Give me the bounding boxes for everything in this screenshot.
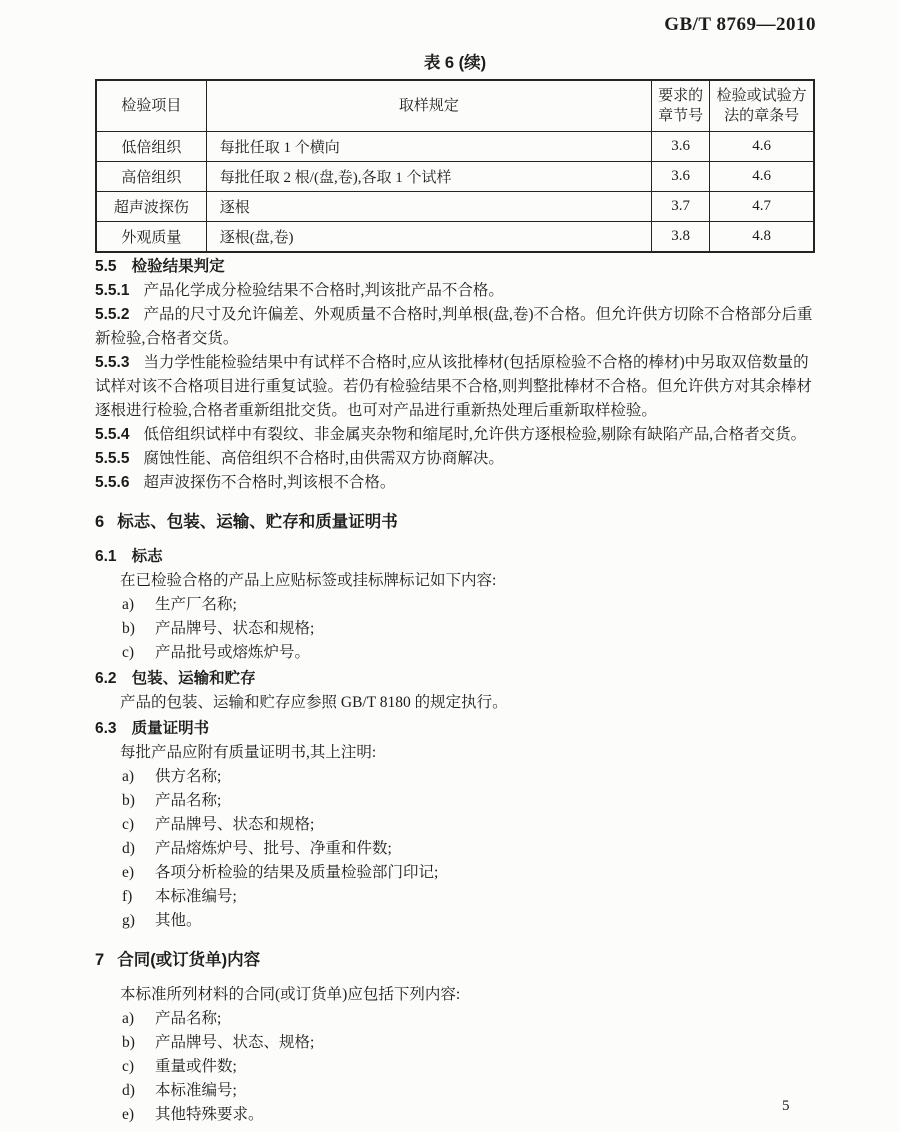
clause-paragraph xyxy=(95,447,815,471)
block-text: 本标准编号; xyxy=(155,1082,237,1099)
block-text: 各项分析检验的结果及质量检验部门印记; xyxy=(155,864,439,881)
chapter-heading xyxy=(95,948,815,972)
clause-number: b) xyxy=(122,1034,135,1051)
cell-inspection-item: 外观质量 xyxy=(96,222,206,253)
clause-number: 5.5 xyxy=(95,258,117,275)
cell-inspection-item: 低倍组织 xyxy=(96,132,206,162)
clause-number: g) xyxy=(122,912,135,929)
col-header-text: 要求的 xyxy=(658,88,704,104)
list-item xyxy=(95,765,815,789)
table-row xyxy=(96,162,814,192)
col-header-text: 法的章条号 xyxy=(724,108,800,124)
clause-number: e) xyxy=(122,1106,135,1123)
clause-number: b) xyxy=(122,620,135,637)
block-text: 其他。 xyxy=(155,912,202,929)
inspection-table-header xyxy=(96,80,814,132)
block-text: 其他特殊要求。 xyxy=(155,1106,264,1123)
cell-sampling-rule: 每批任取 2 根/(盘,卷),各取 1 个试样 xyxy=(206,162,651,192)
block-text: 合同(或订货单)内容 xyxy=(117,951,261,969)
block-text: 产品名称; xyxy=(155,1010,222,1027)
cell-test-method-clause: 4.7 xyxy=(710,192,814,222)
col-header-inspection-item xyxy=(96,80,206,132)
block-text: 腐蚀性能、高倍组织不合格时,由供需双方协商解决。 xyxy=(143,450,504,467)
clause-number: 5.5.1 xyxy=(95,282,130,299)
cell-test-method-clause: 4.8 xyxy=(710,222,814,253)
list-item xyxy=(95,885,815,909)
clause-number: 6.3 xyxy=(95,720,117,737)
section-heading xyxy=(95,255,815,279)
clause-paragraph xyxy=(95,351,815,423)
clause-number: 6.2 xyxy=(95,670,117,687)
list-item xyxy=(95,1055,815,1079)
cell-sampling-rule: 逐根(盘,卷) xyxy=(206,222,651,253)
block-text: 包装、运输和贮存 xyxy=(131,670,256,687)
clause-number: f) xyxy=(122,888,133,905)
clause-number: 5.5.5 xyxy=(95,450,130,467)
clause-number: 6 xyxy=(95,513,105,531)
list-item xyxy=(95,861,815,885)
list-item xyxy=(95,789,815,813)
clause-number: 7 xyxy=(95,951,105,969)
list-item xyxy=(95,813,815,837)
clause-number: 5.5.4 xyxy=(95,426,130,443)
block-text: 检验结果判定 xyxy=(131,258,225,275)
document-body xyxy=(95,255,815,1127)
clause-number: 5.5.3 xyxy=(95,354,130,371)
section-heading xyxy=(95,545,815,569)
block-text: 产品牌号、状态、规格; xyxy=(155,1034,315,1051)
clause-paragraph xyxy=(95,279,815,303)
table-title: 表 6 (续) xyxy=(423,54,487,72)
block-text: 生产厂名称; xyxy=(155,596,237,613)
block-text: 产品的包装、运输和贮存应参照 GB/T 8180 的规定执行。 xyxy=(120,694,508,711)
block-text: 当力学性能检验结果中有试样不合格时,应从该批棒材(包括原检验不合格的棒材)中另取双倍数量的试样对该不合格项目进行重复试验。若仍有检验结果不合格,则判整批棒材不合格。但允许供方对其余棒材逐根进行检验,合格者重新组批交货。也可对产品进行重新热处理后重新取样检验。 xyxy=(95,354,812,419)
paragraph xyxy=(95,741,815,765)
inspection-table-body xyxy=(96,132,814,253)
col-header-text: 检验项目 xyxy=(121,98,182,114)
page-number: 5 xyxy=(782,1098,790,1114)
list-item xyxy=(95,1079,815,1103)
list-item xyxy=(95,909,815,933)
col-header-text: 检验或试验方 xyxy=(716,88,807,104)
paragraph xyxy=(95,569,815,593)
block-text: 产品名称; xyxy=(155,792,222,809)
clause-number: d) xyxy=(122,840,135,857)
block-text: 产品牌号、状态和规格; xyxy=(155,620,315,637)
col-header-text: 章节号 xyxy=(658,108,704,124)
content-area xyxy=(95,0,815,1127)
section-heading xyxy=(95,717,815,741)
cell-inspection-item: 高倍组织 xyxy=(96,162,206,192)
table-row xyxy=(96,192,814,222)
standard-number: GB/T 8769—2010 xyxy=(664,14,816,35)
list-item xyxy=(95,1031,815,1055)
cell-sampling-rule: 逐根 xyxy=(206,192,651,222)
block-text: 重量或件数; xyxy=(155,1058,237,1075)
cell-sampling-rule: 每批任取 1 个横向 xyxy=(206,132,651,162)
paragraph xyxy=(95,691,815,715)
clause-number: c) xyxy=(122,1058,135,1075)
block-text: 本标准所列材料的合同(或订货单)应包括下列内容: xyxy=(120,986,461,1003)
block-text: 超声波探伤不合格时,判该根不合格。 xyxy=(143,474,396,491)
col-header-requirement-clause xyxy=(652,80,710,132)
block-text: 标志、包装、运输、贮存和质量证明书 xyxy=(117,513,398,531)
clause-number: b) xyxy=(122,792,135,809)
block-text: 每批产品应附有质量证明书,其上注明: xyxy=(120,744,377,761)
block-text: 产品牌号、状态和规格; xyxy=(155,816,315,833)
clause-paragraph xyxy=(95,471,815,495)
paragraph xyxy=(95,983,815,1007)
section-heading xyxy=(95,667,815,691)
list-item xyxy=(95,593,815,617)
block-text: 质量证明书 xyxy=(131,720,210,737)
list-item xyxy=(95,1103,815,1127)
clause-paragraph xyxy=(95,303,815,351)
block-text: 产品熔炼炉号、批号、净重和件数; xyxy=(155,840,392,857)
block-text: 产品批号或熔炼炉号。 xyxy=(155,644,311,661)
clause-number: 6.1 xyxy=(95,548,117,565)
col-header-text: 取样规定 xyxy=(398,98,459,114)
inspection-table xyxy=(95,79,815,253)
table-row xyxy=(96,222,814,253)
col-header-sampling-rule xyxy=(206,80,651,132)
block-text: 产品化学成分检验结果不合格时,判该批产品不合格。 xyxy=(143,282,504,299)
clause-number: c) xyxy=(122,644,135,661)
block-text: 在已检验合格的产品上应贴标签或挂标牌标记如下内容: xyxy=(120,572,497,589)
cell-inspection-item: 超声波探伤 xyxy=(96,192,206,222)
cell-requirement-clause: 3.8 xyxy=(652,222,710,253)
block-text: 本标准编号; xyxy=(155,888,237,905)
clause-paragraph xyxy=(95,423,815,447)
list-item xyxy=(95,1007,815,1031)
clause-number: a) xyxy=(122,768,135,785)
clause-number: a) xyxy=(122,596,135,613)
cell-requirement-clause: 3.7 xyxy=(652,192,710,222)
cell-test-method-clause: 4.6 xyxy=(710,162,814,192)
table-row xyxy=(96,132,814,162)
clause-number: 5.5.2 xyxy=(95,306,130,323)
block-text: 供方名称; xyxy=(155,768,222,785)
col-header-test-method-clause xyxy=(710,80,814,132)
block-text: 低倍组织试样中有裂纹、非金属夹杂物和缩尾时,允许供方逐根检验,剔除有缺陷产品,合格者交货。 xyxy=(143,426,807,443)
clause-number: 5.5.6 xyxy=(95,474,130,491)
cell-requirement-clause: 3.6 xyxy=(652,162,710,192)
block-text: 产品的尺寸及允许偏差、外观质量不合格时,判单根(盘,卷)不合格。但允许供方切除不合格部分后重新检验,合格者交货。 xyxy=(95,306,813,347)
cell-requirement-clause: 3.6 xyxy=(652,132,710,162)
block-text: 标志 xyxy=(131,548,163,565)
clause-number: c) xyxy=(122,816,135,833)
list-item xyxy=(95,617,815,641)
list-item xyxy=(95,837,815,861)
clause-number: d) xyxy=(122,1082,135,1099)
cell-test-method-clause: 4.6 xyxy=(710,132,814,162)
header-row xyxy=(96,80,814,132)
list-item xyxy=(95,641,815,665)
clause-number: a) xyxy=(122,1010,135,1027)
chapter-heading xyxy=(95,510,815,534)
clause-number: e) xyxy=(122,864,135,881)
